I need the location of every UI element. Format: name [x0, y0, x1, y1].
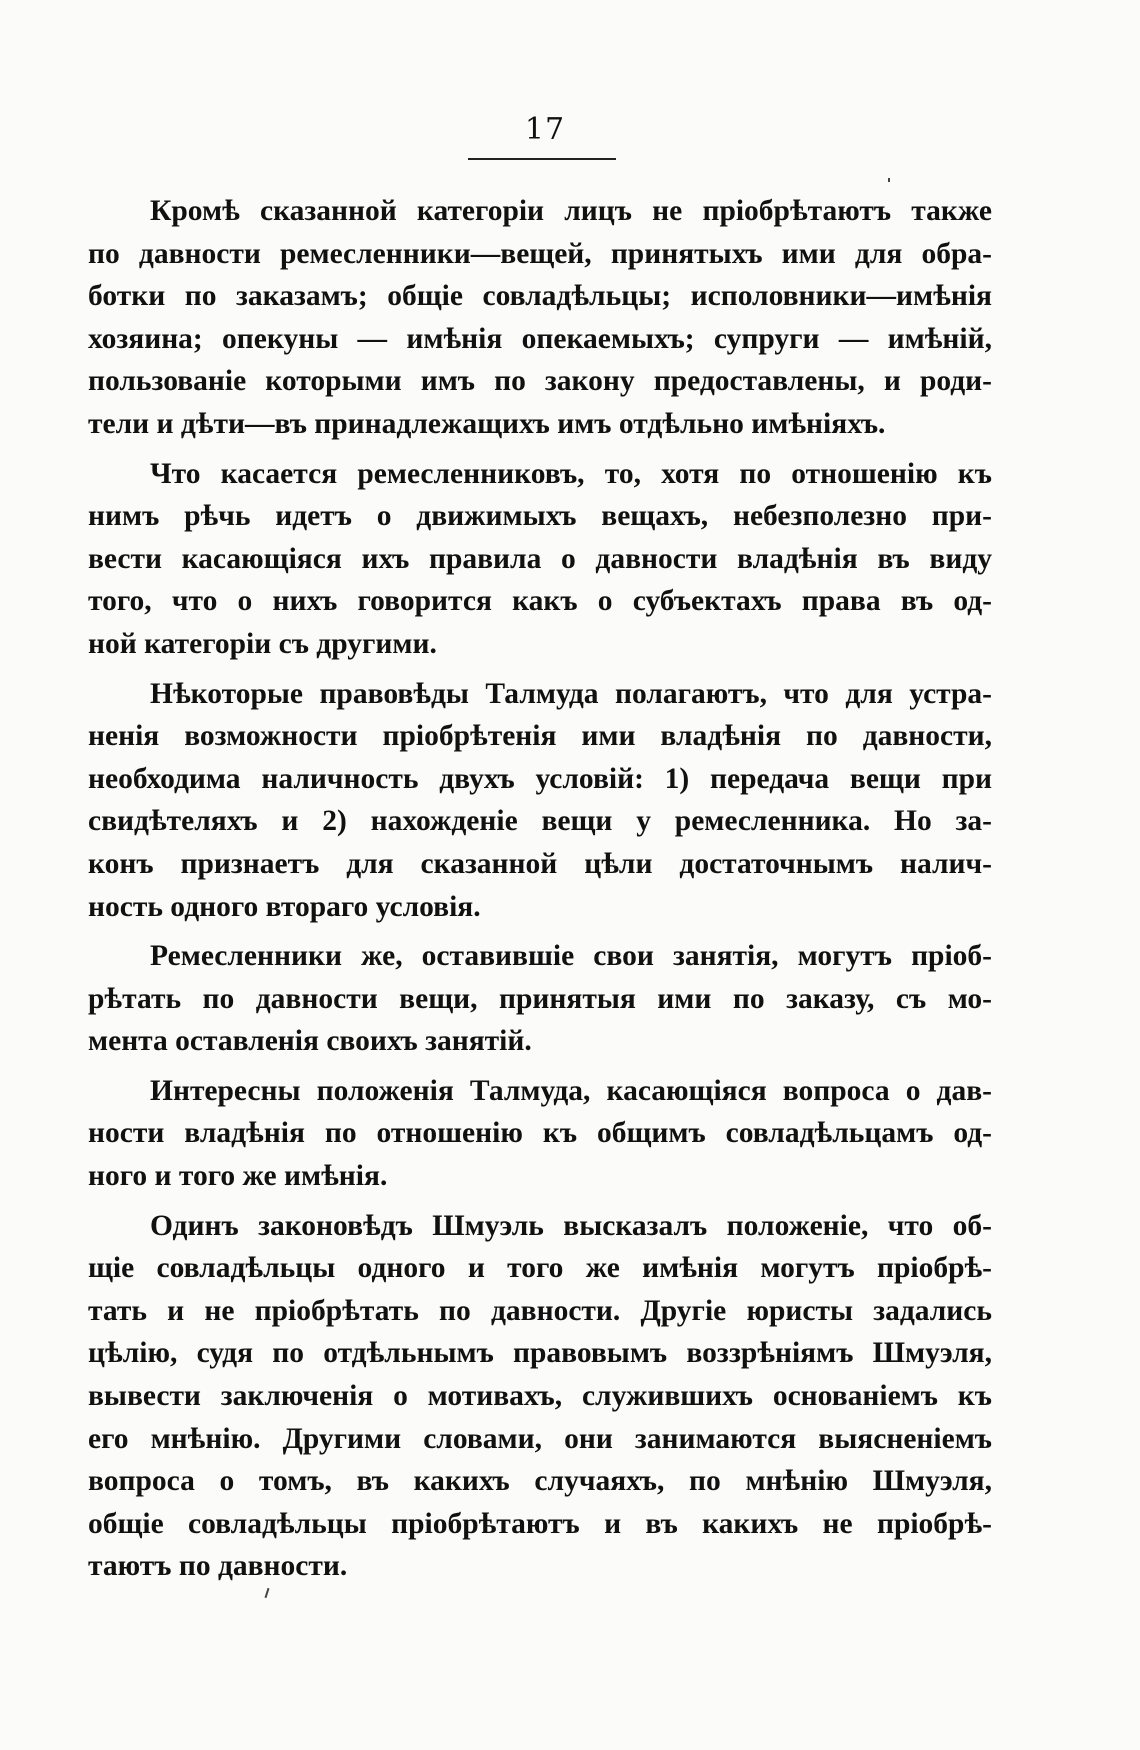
text-line: ного и того же имѣнія. — [88, 1160, 388, 1193]
text-line: Что касается ремесленниковъ, то, хотя по отношенію къ — [150, 457, 992, 490]
text-line: того, что о нихъ говорится какъ о субъектахъ права въ од- — [88, 585, 992, 618]
text-line: цѣлію, судя по отдѣльнымъ правовымъ воззрѣніямъ Шмуэля, — [88, 1337, 992, 1370]
text-line: Кромѣ сказанной категоріи лицъ не пріобрѣтаютъ также — [150, 195, 992, 227]
page-number-rule — [468, 158, 616, 160]
paragraph — [88, 1070, 992, 1198]
text-line: ной категоріи съ другими. — [88, 627, 437, 660]
text-line: вопроса о томъ, въ какихъ случаяхъ, по мнѣнію Шмуэля, — [88, 1465, 992, 1498]
page-number: 17 — [524, 112, 566, 147]
text-line: Интересны положенія Талмуда, касающіяся вопроса о дав- — [150, 1074, 992, 1107]
text-line: общіе совладѣльцы пріобрѣтаютъ и въ какихъ не пріобрѣ- — [88, 1507, 992, 1540]
text-line: вывести заключенія о мотивахъ, служившихъ основаніемъ къ — [88, 1380, 992, 1413]
text-line: тать и не пріобрѣтать по давности. Другіе юристы задались — [88, 1294, 992, 1327]
text-line: щіе совладѣльцы одного и того же имѣнія могутъ пріобрѣ- — [88, 1252, 992, 1285]
text-line: таютъ по давности. — [88, 1550, 348, 1583]
paragraph — [88, 453, 992, 666]
text-line: хозяина; опекуны — имѣнія опекаемыхъ; супруги — имѣній, — [88, 322, 992, 355]
text-line: тели и дѣти—въ принадлежащихъ имъ отдѣльно имѣніяхъ. — [88, 407, 886, 440]
text-line: мента оставленія своихъ занятій. — [88, 1025, 532, 1058]
text-line: необходима наличность двухъ условій: 1) передача вещи при — [88, 762, 992, 795]
text-line: нимъ рѣчь идетъ о движимыхъ вещахъ, небезполезно при- — [88, 500, 992, 533]
scan-speck — [888, 178, 890, 182]
text-line: вести касающіяся ихъ правила о давности владѣнія въ виду — [88, 542, 992, 575]
paragraph — [88, 1205, 992, 1588]
text-line: свидѣтеляхъ и 2) нахожденіе вещи у ремесленника. Но за- — [88, 805, 992, 838]
text-line: Ремесленники же, оставившіе свои занятія, могутъ пріоб- — [150, 940, 992, 973]
text-line: ность одного втораго условія. — [88, 890, 481, 923]
text-line: рѣтать по давности вещи, принятыя ими по заказу, съ мо- — [88, 982, 992, 1015]
text-line: ботки по заказамъ; общіе совладѣльцы; исполовники—имѣнія — [88, 280, 992, 313]
paragraph — [88, 935, 992, 1063]
paragraph — [88, 673, 992, 929]
text-line: по давности ремесленники—вещей, принятыхъ ими для обра- — [88, 237, 992, 270]
text-line: ности владѣнія по отношенію къ общимъ совладѣльцамъ од- — [88, 1117, 992, 1150]
text-line: Нѣкоторые правовѣды Талмуда полагаютъ, что для устра- — [150, 677, 992, 710]
text-line: пользованіе которыми имъ по закону предоставлены, и роди- — [88, 365, 992, 398]
text-line: ненія возможности пріобрѣтенія ими владѣнія по давности, — [88, 720, 992, 753]
text-line: его мнѣнію. Другими словами, они занимаются выясненіемъ — [88, 1422, 992, 1455]
body-text — [88, 190, 992, 1595]
paragraph — [88, 190, 992, 446]
text-line: конъ признаетъ для сказанной цѣли достаточнымъ налич- — [88, 847, 992, 880]
text-line: Одинъ законовѣдъ Шмуэль высказалъ положеніе, что об- — [150, 1209, 992, 1242]
